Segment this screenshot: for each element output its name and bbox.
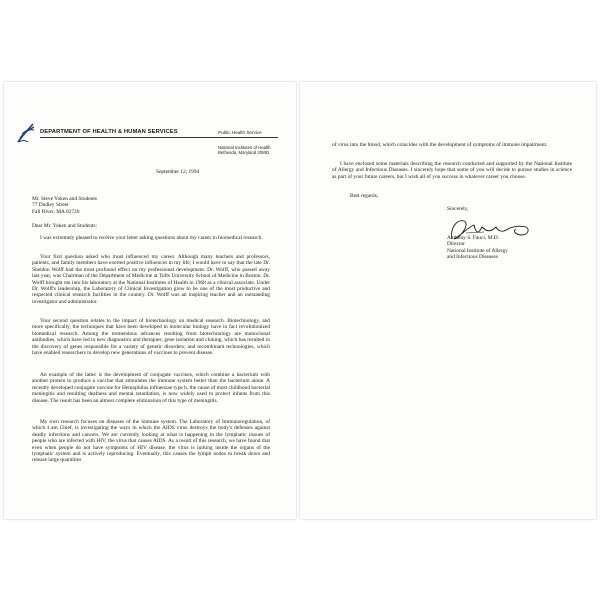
letterhead-department: DEPARTMENT OF HEALTH & HUMAN SERVICES <box>40 129 178 135</box>
paragraph-4: An example of the latter is the development of conjugate vaccines, which combine a bacterium with another protein to produce a vaccine that stimulates the immune system better than the bacterium alone. A recently developed conjugate vaccine for Hemophilus influenzae type b, the cause of most childhood bacterial meningitis and resulting deafness and mental retardation, is now widely used to protect infants from this disease. The result has been an almost complete elimination of this type of meningitis. <box>32 372 270 404</box>
signer-org-line-2: and Infectious Diseases <box>447 254 498 261</box>
paragraph-3: Your second question relates to the impact of biotechnology on medical research. Biotechnology, and more specifically, the techniques that have been developed in molecular biology have in fact revolutionized biomedical research. Among the tremendous advances resulting from biotechnology are monoclonal antibodies, which have led to new diagnostics and therapies; gene isolation and cloning, which has resulted in the discovery of genes responsible for a variety of genetic disorders; and recombinant technologies, which have enabled researchers to develop new generations of vaccines to prevent disease. <box>32 318 270 357</box>
letterhead-institute: National Institutes of Health Bethesda, Maryland 20892 <box>218 145 271 156</box>
letterhead-service: Public Health Service <box>218 130 262 135</box>
signer-title: Director <box>447 241 465 248</box>
paragraph-5: My own research focuses on diseases of the immune system. The Laboratory of Immunoregulation, of which I am Chief, is investigating the ways in which the AIDS virus destroys the body's defenses against deadly infections and cancers. We are currently looking at what is happening in the lymphatic tissues of people who are infected with HIV, the virus that causes AIDS. As a result of this research, we have found that even when people do not have symptoms of HIV disease, the virus is lurking inside the organs of the lymphatic system and is actively reproducing. Eventually, this causes the lymph nodes to break down and release large quantities <box>32 419 270 464</box>
paragraph-2: Your first question asked who most influenced my career. Although many teachers and professors, patients, and family members have exerted positive influences in my life, I would have to say that the late Dr. Sheldon Wolff had the most profound effect on my professional development. Dr. Wolff, who passed away last year, was Chairman of the Department of Medicine at Tufts University School of Medicine in Boston. Dr. Wolff brought me into his laboratory at the National Institutes of Health in 1968 as a clinical associate. Under Dr. Wolff's leadership, the Laboratory of Clinical Investigation grew to be one of the most productive and respected clinical research facilities in the country. Dr. Wolff was an inspiring teacher and an outstanding investigator and administrator. <box>32 254 270 305</box>
signoff: Sincerely, <box>447 206 469 212</box>
letter-date: September 12, 1994 <box>156 169 200 175</box>
letterhead-rule <box>40 137 278 138</box>
signer-org-line-1: National Institute of Allergy <box>447 247 508 254</box>
paragraph-1: I was extremely pleased to receive your letter asking questions about my career in biomedical research. <box>40 235 263 241</box>
paragraph-6: of virus into the blood, which coincides with the development of symptoms of immune impairment. <box>332 142 548 148</box>
letter-page-2 <box>300 82 596 519</box>
salutation: Dear Mr. Yoken and Students: <box>32 223 97 229</box>
letter-page-1 <box>4 82 296 519</box>
signer-name: Anthony S. Fauci, M.D. <box>447 235 499 241</box>
signer-block <box>447 235 508 261</box>
recipient-address: Mr. Steve Yoken and Students 77 Dudley Street Fall River, MA 02720 <box>32 196 97 215</box>
hhs-eagle-logo <box>16 120 36 144</box>
closing: Best regards, <box>350 193 379 199</box>
paragraph-7: I have enclosed some materials describing the research conducted and supported by the National Institute of Allergy and Infectious Diseases. I sincerely hope that some of you will decide to pursue studies in science as part of your future careers, but I wish all of you success in whatever career you choose. <box>332 161 572 180</box>
